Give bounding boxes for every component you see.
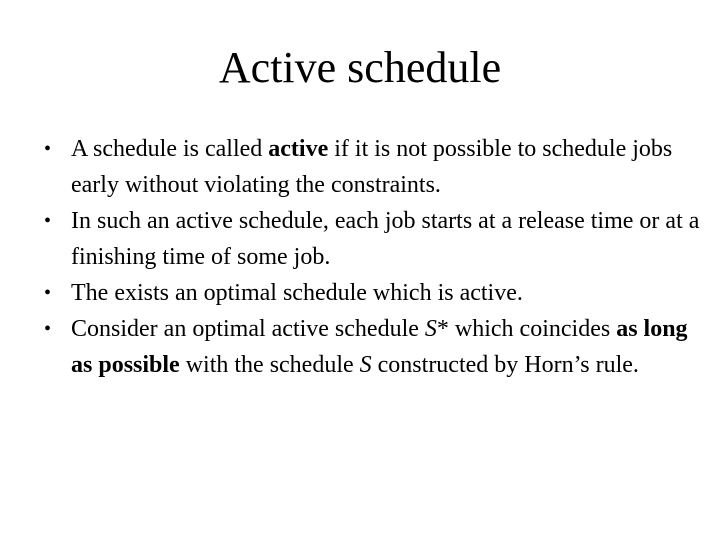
bullet-marker: •	[44, 210, 52, 232]
bullet-marker: •	[44, 318, 52, 340]
text-run: In such an active schedule, each job starts at a release time or at a finishing time of some job.	[71, 208, 700, 270]
bullet-text	[71, 311, 704, 383]
bullet-marker: •	[44, 138, 52, 160]
text-run: constructed by Horn’s rule.	[371, 352, 639, 378]
bullet-marker: •	[44, 282, 52, 304]
emphasis-bold: active	[268, 136, 329, 162]
bullet-text	[71, 131, 704, 203]
bullet-item	[44, 203, 704, 275]
bullet-text	[71, 203, 704, 275]
bullet-text	[71, 275, 704, 311]
bullet-item	[44, 131, 704, 203]
emphasis-italic: S	[359, 352, 372, 378]
bullet-item	[44, 311, 704, 383]
text-run: with the schedule	[179, 352, 360, 378]
text-run: Consider an optimal active schedule	[71, 316, 425, 342]
text-run: * which coincides	[436, 316, 617, 342]
text-run: The exists an optimal schedule which is active.	[71, 280, 523, 306]
bullet-item	[44, 275, 704, 311]
text-run: if it is not possible to schedule jobs early without violating the constraints.	[71, 136, 673, 198]
text-run: A schedule is called	[71, 136, 269, 162]
slide-title: Active schedule	[218, 43, 502, 92]
emphasis-italic: S	[424, 316, 437, 342]
emphasis-bold: as long as possible	[71, 316, 688, 378]
bullet-list	[44, 131, 704, 383]
